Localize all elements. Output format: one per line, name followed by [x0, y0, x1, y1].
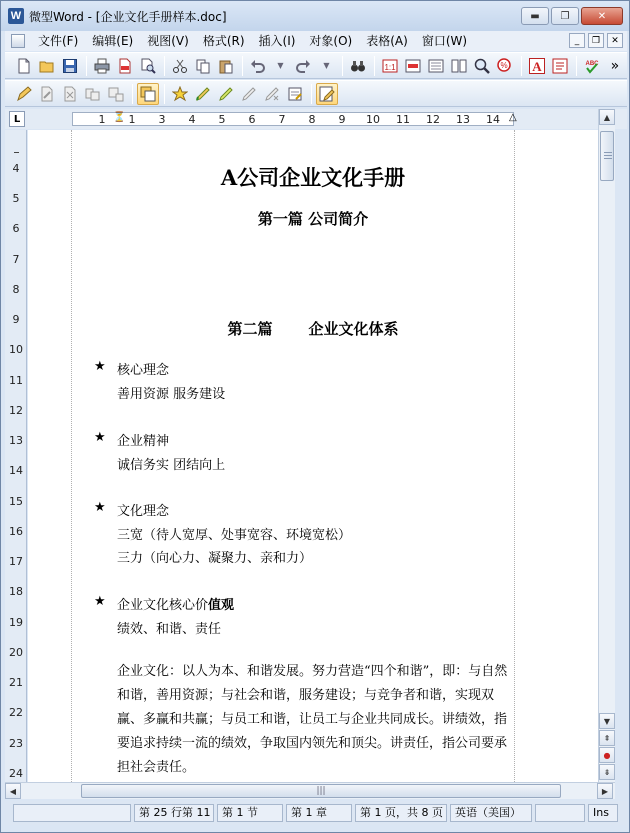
- redo-button[interactable]: [292, 55, 314, 77]
- section-heading-2: [28, 318, 598, 339]
- ungroup-object-button[interactable]: [105, 83, 127, 105]
- delete-document-icon: [62, 86, 78, 102]
- ruler-tick: 13: [456, 113, 470, 126]
- clipboard-icon: [218, 58, 234, 74]
- star-bullet: ★: [94, 430, 106, 445]
- ruler-tick: 6: [248, 113, 256, 126]
- print-preview-icon: [140, 58, 156, 74]
- undo-dropdown[interactable]: [270, 55, 292, 77]
- toolbar-separator: [576, 56, 577, 76]
- section-number: 第二篇: [227, 320, 273, 338]
- select-object-button[interactable]: [137, 83, 159, 105]
- edit-object-button[interactable]: [36, 83, 58, 105]
- status-section: 第 1 节: [217, 804, 283, 822]
- web-view-button[interactable]: [425, 55, 447, 77]
- layout-view-icon: [428, 58, 444, 74]
- mark-4-button[interactable]: [238, 83, 260, 105]
- document-window-controls: [569, 33, 623, 48]
- open-button[interactable]: [36, 55, 58, 77]
- close-button[interactable]: ✕: [581, 7, 623, 25]
- status-bar: [5, 801, 627, 825]
- scroll-down-button[interactable]: ▼: [599, 713, 615, 729]
- toolbar-separator: [132, 84, 133, 104]
- edit-document-icon: [39, 86, 55, 102]
- vruler-tick: 22: [9, 706, 23, 719]
- paragraph-format-button[interactable]: [549, 55, 571, 77]
- svg-text:%: %: [500, 60, 508, 70]
- notes-button[interactable]: [284, 83, 306, 105]
- previous-page-button[interactable]: ⇞: [599, 730, 615, 746]
- item-heading: [117, 594, 234, 613]
- section-heading-1: 第一篇 公司简介: [257, 210, 369, 228]
- two-page-view-icon: [451, 58, 467, 74]
- ruler-tick: 5: [218, 113, 226, 126]
- vruler-tick: 19: [9, 616, 23, 629]
- ruler-tick: 1: [98, 113, 106, 126]
- chevron-down-icon: ▼: [277, 61, 284, 70]
- status-language: 英语（美国）: [450, 804, 532, 822]
- vertical-ruler[interactable]: [5, 130, 27, 782]
- toolbar-more-button[interactable]: »: [610, 57, 620, 74]
- delete-object-button[interactable]: [59, 83, 81, 105]
- paragraph-icon: [552, 58, 568, 74]
- first-line-indent-marker[interactable]: ⏳: [113, 112, 126, 123]
- group-icon: [85, 86, 101, 102]
- notebook-icon: [287, 86, 303, 102]
- status-page: 第 1 页，共 8 页: [355, 804, 447, 822]
- ruler-tick: 4: [188, 113, 196, 126]
- clear-marks-icon: [264, 86, 280, 102]
- ruler-tick: 12: [426, 113, 440, 126]
- menu-window[interactable]: 窗口(W): [421, 34, 468, 48]
- standard-toolbar: [5, 52, 627, 79]
- vruler-tick: 4: [12, 162, 20, 175]
- normal-view-button[interactable]: [402, 55, 424, 77]
- mark-2-button[interactable]: [192, 83, 214, 105]
- section-name: 企业文化体系: [308, 320, 399, 338]
- vruler-tick: 23: [9, 737, 23, 750]
- horizontal-scrollbar[interactable]: [5, 782, 615, 799]
- review-button[interactable]: [316, 83, 338, 105]
- menu-object[interactable]: 对象(O): [309, 34, 353, 48]
- item-body: 三力（向心力、凝聚力、亲和力）: [117, 551, 313, 566]
- window-controls: [521, 7, 623, 25]
- marker-icon: [218, 86, 234, 102]
- vruler-tick: 17: [9, 555, 23, 568]
- item-body: 绩效、和谐、责任: [117, 622, 222, 637]
- spell-check-button[interactable]: [581, 55, 603, 77]
- status-insert-mode[interactable]: Ins: [588, 804, 618, 822]
- scissors-icon: [172, 58, 188, 74]
- star-bullet: ★: [94, 594, 106, 609]
- next-page-button[interactable]: ⇟: [599, 764, 615, 780]
- spell-check-icon: [584, 58, 600, 74]
- object-toolbar: [5, 80, 627, 107]
- status-empty: [13, 804, 131, 822]
- open-folder-icon: [39, 58, 55, 74]
- binoculars-icon: [350, 58, 366, 74]
- status-chapter: 第 1 章: [286, 804, 352, 822]
- doc-minimize-button[interactable]: _: [569, 33, 585, 48]
- ruler-tick: 8: [308, 113, 316, 126]
- vruler-tick: 7: [12, 253, 20, 266]
- copy-icon: [195, 58, 211, 74]
- normal-view-icon: [405, 58, 421, 74]
- group-object-button[interactable]: [82, 83, 104, 105]
- eraser-icon: [241, 86, 257, 102]
- word-app-icon[interactable]: W: [8, 8, 24, 24]
- status-spacer: [535, 804, 585, 822]
- chevron-down-icon: ▼: [323, 61, 330, 70]
- ruler-tick: 1: [128, 113, 136, 126]
- horizontal-scroll-thumb[interactable]: |||: [81, 784, 561, 798]
- vruler-tick: 5: [12, 192, 20, 205]
- highlighter-pen-icon: [195, 86, 211, 102]
- ruler-tick: 9: [338, 113, 346, 126]
- print-preview-button[interactable]: [137, 55, 159, 77]
- svg-text:A: A: [532, 58, 542, 74]
- vruler-tick: 10: [9, 343, 23, 356]
- mark-3-button[interactable]: [215, 83, 237, 105]
- printer-icon: [94, 58, 110, 74]
- paste-button[interactable]: [215, 55, 237, 77]
- zoom-percent-button[interactable]: [494, 55, 516, 77]
- scroll-left-button[interactable]: ◀: [5, 783, 21, 799]
- vruler-tick: 20: [9, 646, 23, 659]
- ungroup-icon: [108, 86, 124, 102]
- undo-button[interactable]: [247, 55, 269, 77]
- star-bullet: ★: [94, 359, 106, 374]
- right-indent-marker[interactable]: △: [509, 112, 517, 123]
- vruler-tick: 9: [12, 313, 20, 326]
- pdf-icon: [117, 58, 133, 74]
- ruler-tick: 3: [158, 113, 166, 126]
- vruler-tick: 8: [12, 283, 20, 296]
- toolbar-separator: [164, 56, 165, 76]
- highlighter-star-icon: [172, 86, 188, 102]
- star-bullet: ★: [94, 500, 106, 515]
- print-button[interactable]: [91, 55, 113, 77]
- doc-close-button[interactable]: ✕: [607, 33, 623, 48]
- vruler-tick: 16: [9, 525, 23, 538]
- vertical-scroll-thumb[interactable]: [600, 131, 614, 181]
- vruler-tick: 24: [9, 767, 23, 780]
- ruler-dash: [14, 152, 19, 153]
- save-icon: [62, 58, 78, 74]
- undo-icon: [250, 58, 266, 74]
- vruler-tick: 12: [9, 404, 23, 417]
- item-heading: 企业精神: [117, 434, 170, 449]
- insert-object-button[interactable]: [13, 83, 35, 105]
- font-color-icon: [529, 58, 545, 74]
- page-number-icon: [382, 58, 398, 74]
- minimize-button[interactable]: ▬: [521, 7, 549, 25]
- magnifier-icon: [474, 58, 490, 74]
- toolbar-separator: [311, 84, 312, 104]
- menu-view[interactable]: 视图(V): [147, 34, 189, 48]
- menu-bar: [5, 31, 627, 51]
- menu-file[interactable]: 文件(F): [38, 34, 79, 48]
- vruler-tick: 15: [9, 495, 23, 508]
- review-edit-icon: [319, 86, 335, 102]
- toolbar-separator: [521, 56, 522, 76]
- tab-stop-selector[interactable]: L: [9, 111, 25, 127]
- cut-button[interactable]: [169, 55, 191, 77]
- horizontal-ruler[interactable]: [72, 112, 517, 126]
- page-view-button[interactable]: [379, 55, 401, 77]
- menu-table[interactable]: 表格(A): [366, 34, 408, 48]
- vruler-tick: 21: [9, 676, 23, 689]
- new-document-icon: [16, 58, 32, 74]
- ruler-tick: 11: [396, 113, 410, 126]
- svg-text:1:1: 1:1: [384, 62, 396, 72]
- item-body: 善用资源 服务建设: [117, 387, 226, 402]
- doc-restore-button[interactable]: ❐: [588, 33, 604, 48]
- find-button[interactable]: [347, 55, 369, 77]
- document-canvas[interactable]: [28, 130, 598, 782]
- ruler-tick: 14: [486, 113, 500, 126]
- export-pdf-button[interactable]: [114, 55, 136, 77]
- menu-edit[interactable]: 编辑(E): [92, 34, 134, 48]
- redo-dropdown[interactable]: [315, 55, 337, 77]
- body-paragraph: 企业文化：以人为本、和谐发展。努力营造“四个和谐”，即：与自然和谐，善用资源；与社会和谐，服务建设；与竞争者和谐，实现双赢、多赢和共赢；与员工和谐，让员工与企业共同成长。讲绩效，指要追求持续一流的绩效，争取国内领先和顶尖。讲责任，指公司要承担社会责任。: [117, 664, 508, 775]
- vertical-scrollbar[interactable]: [598, 109, 615, 782]
- copy-button[interactable]: [192, 55, 214, 77]
- insert-pencil-icon: [16, 86, 32, 102]
- document-title: A公司企业文化手册: [220, 165, 406, 190]
- item-heading: 文化理念: [117, 504, 170, 519]
- new-document-button[interactable]: [13, 55, 35, 77]
- item-heading-bold: 值观: [208, 598, 235, 613]
- item-body: 诚信务实 团结向上: [117, 458, 226, 473]
- zoom-button[interactable]: [471, 55, 493, 77]
- title-bar: [1, 1, 629, 31]
- toolbar-separator: [342, 56, 343, 76]
- horizontal-ruler-bar: [5, 109, 627, 129]
- outline-view-button[interactable]: [448, 55, 470, 77]
- save-button[interactable]: [59, 55, 81, 77]
- vruler-tick: 18: [9, 585, 23, 598]
- ruler-tick: 10: [366, 113, 380, 126]
- vruler-tick: 13: [9, 434, 23, 447]
- scroll-right-button[interactable]: ▶: [597, 783, 613, 799]
- font-button[interactable]: [526, 55, 548, 77]
- maximize-button[interactable]: ❐: [551, 7, 579, 25]
- ruler-tick: 7: [278, 113, 286, 126]
- menu-format[interactable]: 格式(R): [202, 34, 245, 48]
- item-body: 三宽（待人宽厚、处事宽容、环境宽松）: [117, 528, 352, 543]
- toolbar-separator: [374, 56, 375, 76]
- vruler-tick: 14: [9, 464, 23, 477]
- vruler-tick: 6: [12, 222, 20, 235]
- zoom-percent-icon: [497, 58, 513, 74]
- mark-1-button[interactable]: [169, 83, 191, 105]
- toolbar-separator: [242, 56, 243, 76]
- toolbar-separator: [164, 84, 165, 104]
- item-heading: 核心理念: [117, 363, 170, 378]
- mark-5-button[interactable]: [261, 83, 283, 105]
- scroll-up-button[interactable]: ▲: [599, 109, 615, 125]
- browse-object-button[interactable]: ●: [599, 747, 615, 763]
- toolbar-separator: [86, 56, 87, 76]
- vruler-tick: 11: [9, 374, 23, 387]
- menu-insert[interactable]: 插入(I): [258, 34, 296, 48]
- redo-icon: [295, 58, 311, 74]
- window-title: 微型Word - [企业文化手册样本.doc]: [29, 9, 227, 24]
- svg-text:ABC: ABC: [585, 60, 599, 67]
- select-object-icon: [140, 86, 156, 102]
- document-menu-icon[interactable]: [11, 34, 25, 48]
- status-line-column: 第 25 行第 11: [134, 804, 214, 822]
- item-heading-part: 企业文化核心价: [117, 598, 209, 613]
- grip-icon: [604, 152, 612, 153]
